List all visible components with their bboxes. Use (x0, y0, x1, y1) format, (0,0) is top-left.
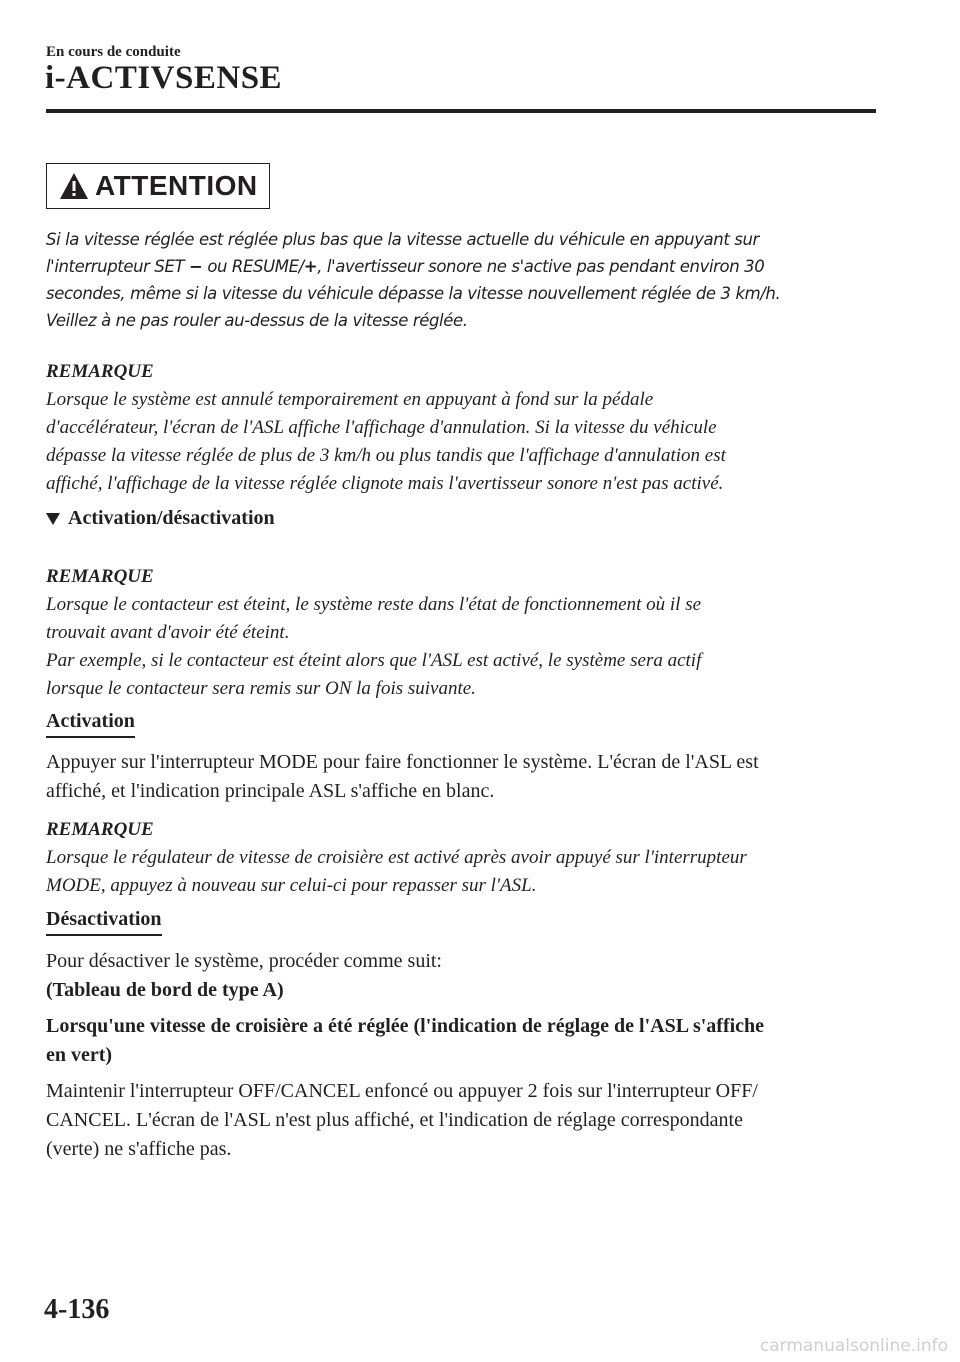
deactivation-condition (46, 1012, 876, 1070)
dashboard-type: (Tableau de bord de type A) (46, 979, 284, 1001)
note-3 (46, 816, 876, 900)
note-line: Lorsque le contacteur est éteint, le système reste dans l'état de fonctionnement où il se (46, 594, 702, 615)
attention-label: ATTENTION (95, 170, 258, 201)
body-line: Maintenir l'interrupteur OFF/CANCEL enfoncé ou appuyer 2 fois sur l'interrupteur OFF/ (46, 1080, 758, 1102)
note-line: dépasse la vitesse réglée de plus de 3 km/h ou plus tandis que l'affichage d'annulation est (46, 445, 726, 466)
deactivation-heading-wrap (46, 908, 876, 936)
page-number: 4-136 (44, 1294, 110, 1325)
note-line: affiché, l'affichage de la vitesse réglée clignote mais l'avertisseur sonore n'est pas activé. (46, 473, 724, 494)
activation-heading: Activation (46, 710, 135, 738)
deactivation-text (46, 1077, 876, 1164)
body-line: CANCEL. L'écran de l'ASL n'est plus affiché, et l'indication de réglage correspondante (46, 1109, 743, 1131)
attention-line: secondes, même si la vitesse du véhicule dépasse la vitesse nouvellement réglée de 3 km/h. (46, 284, 781, 303)
body-line: Pour désactiver le système, procéder comme suit: (46, 950, 442, 972)
note-title: REMARQUE (46, 566, 154, 587)
watermark: carmanualsonline.info (759, 1336, 948, 1356)
note-line: Lorsque le système est annulé temporairement en appuyant à fond sur la pédale (46, 389, 654, 410)
note-line: lorsque le contacteur sera remis sur ON la fois suivante. (46, 678, 476, 699)
note-line: Par exemple, si le contacteur est éteint alors que l'ASL est activé, le système sera actif (46, 650, 702, 671)
chapter-label: En cours de conduite (46, 44, 181, 60)
minus-symbol: − (189, 257, 203, 276)
body-line: affiché, et l'indication principale ASL s'affiche en blanc. (46, 780, 495, 802)
note-1 (46, 358, 876, 498)
attention-line-set: l'interrupteur SET − ou RESUME/+, l'avertisseur sonore ne s'active pas pendant environ 30 (46, 257, 765, 276)
note-line: trouvait avant d'avoir été éteint. (46, 622, 290, 643)
condition-line: Lorsqu'une vitesse de croisière a été réglée (l'indication de réglage de l'ASL s'affiche (46, 1015, 765, 1037)
attention-line: Si la vitesse réglée est réglée plus bas que la vitesse actuelle du véhicule en appuyant sur (46, 230, 759, 249)
activation-text (46, 748, 876, 806)
condition-line: en vert) (46, 1044, 113, 1066)
body-line: Appuyer sur l'interrupteur MODE pour faire fonctionner le système. L'écran de l'ASL est (46, 751, 759, 773)
attention-box (46, 163, 270, 209)
subheading-label: Activation/désactivation (68, 507, 275, 529)
subheading (46, 507, 876, 530)
note-2 (46, 563, 876, 703)
note-line: Lorsque le régulateur de vitesse de croisière est activé après avoir appuyé sur l'interrupteur (46, 847, 747, 868)
attention-line: Veillez à ne pas rouler au-dessus de la vitesse réglée. (46, 311, 468, 330)
note-line: d'accélérateur, l'écran de l'ASL affiche l'affichage d'annulation. Si la vitesse du véhicule (46, 417, 717, 438)
activation-heading-wrap (46, 710, 876, 738)
attention-text (46, 226, 866, 334)
deactivation-heading: Désactivation (46, 908, 162, 936)
section-title: i-ACTIVSENSE (45, 60, 283, 96)
triangle-down-icon (46, 513, 60, 525)
deactivation-intro (46, 947, 876, 1005)
header-rule (46, 109, 876, 113)
note-title: REMARQUE (46, 819, 154, 840)
warning-triangle-icon (59, 172, 89, 200)
plus-symbol: + (303, 257, 318, 276)
body-line: (verte) ne s'affiche pas. (46, 1138, 232, 1160)
note-line: MODE, appuyez à nouveau sur celui-ci pour repasser sur l'ASL. (46, 875, 537, 896)
note-title: REMARQUE (46, 361, 154, 382)
